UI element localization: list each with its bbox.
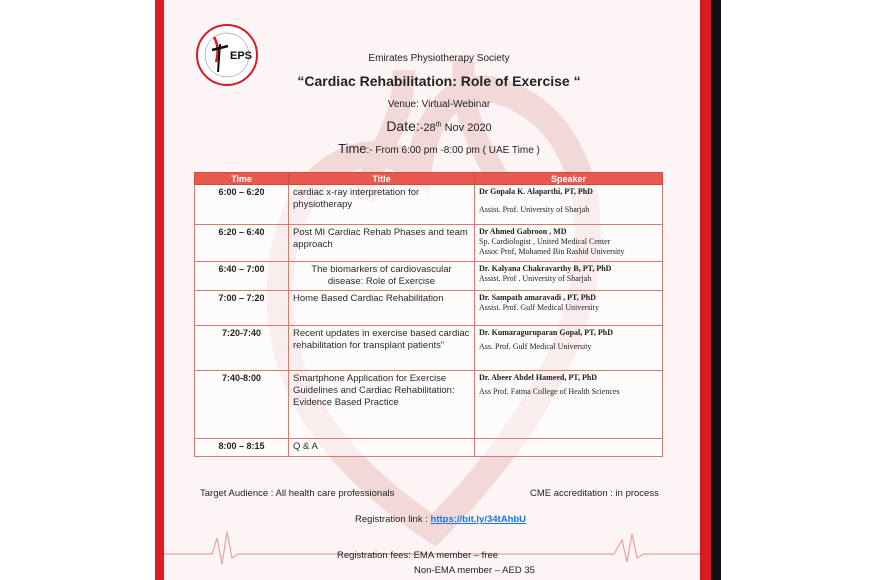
schedule-header-row — [195, 173, 663, 185]
session-time: 7:00 – 7:20 — [195, 291, 289, 326]
left-red-border — [155, 0, 164, 580]
session-title: Post MI Cardiac Rehab Phases and team approach — [289, 225, 475, 262]
right-black-border — [711, 0, 721, 580]
fees-ema: Registration fees: EMA member – free — [337, 550, 499, 561]
session-time: 7:20-7:40 — [195, 326, 289, 371]
table-row — [195, 291, 663, 326]
session-speaker: Dr Gopala K. Alaparthi, PT, PhD Assist. Prof. University of Sharjah — [475, 185, 663, 225]
session-time: 6:40 – 7:00 — [195, 262, 289, 291]
target-audience: Target Audience : All health care professionals — [200, 488, 395, 499]
right-red-border — [700, 0, 711, 580]
event-time: Time:- From 6:00 pm -8:00 pm ( UAE Time ) — [338, 141, 540, 156]
session-title: Q & A — [289, 439, 475, 457]
venue: Venue: Virtual-Webinar — [387, 99, 491, 110]
table-row — [195, 262, 663, 291]
session-title: cardiac x-ray interpretation for physiotherapy — [289, 185, 475, 225]
session-title: Home Based Cardiac Rehabilitation — [289, 291, 475, 326]
session-time: 7:40-8:00 — [195, 371, 289, 439]
session-title: Recent updates in exercise based cardiac rehabilitation for transplant patients” — [289, 326, 475, 371]
table-row — [195, 185, 663, 225]
session-speaker: Dr. Abeer Abdel Hameed, PT, PhD Ass Prof. Fatma College of Health Sciences — [475, 371, 663, 439]
header-speaker: Speaker — [475, 173, 663, 185]
table-row — [195, 371, 663, 439]
session-speaker: Dr. Kalyana Chakravarthy B, PT, PhD Assist. Prof . University of Sharjah — [475, 262, 663, 291]
cme-accreditation: CME accreditation : in process — [530, 488, 659, 499]
session-title: Smartphone Application for Exercise Guidelines and Cardiac Rehabilitation: Evidence Based Practice — [289, 371, 475, 439]
registration-label: Registration link : — [355, 514, 431, 525]
fees-non-ema: Non-EMA member – AED 35 — [414, 565, 535, 576]
session-time: 6:00 – 6:20 — [195, 185, 289, 225]
session-time: 8:00 – 8:15 — [195, 439, 289, 457]
poster — [164, 0, 700, 580]
header-title: Title — [289, 173, 475, 185]
registration-link[interactable]: https://bit.ly/34tAhbU — [430, 514, 527, 525]
table-row — [195, 439, 663, 457]
ecg-line-icon — [164, 528, 700, 568]
schedule-table — [194, 172, 663, 457]
session-time: 6:20 – 6:40 — [195, 225, 289, 262]
header-time: Time — [195, 173, 289, 185]
session-speaker: Dr. Sampath amaravadi , PT, PhD Assist. Prof. Gulf Medical University — [475, 291, 663, 326]
registration — [355, 514, 526, 525]
event-title: “Cardiac Rehabilitation: Role of Exercise “ — [297, 73, 581, 89]
session-speaker: Dr Ahmed Gabroon , MD Sp. Cardiologist , United Medical Center Assoc Prof, Mohamed Bin Rashid University — [475, 225, 663, 262]
event-date: Date:-28th Nov 2020 — [386, 118, 492, 134]
session-title: The biomarkers of cardiovascular disease: Role of Exercise — [289, 262, 475, 291]
session-speaker: Dr. Kumaraguruparan Gopal, PT, PhD Ass. Prof. Gulf Medical University — [475, 326, 663, 371]
svg-text:EPS: EPS — [230, 50, 253, 62]
session-speaker — [475, 439, 663, 457]
table-row — [195, 225, 663, 262]
table-row — [195, 326, 663, 371]
eps-logo — [194, 22, 260, 88]
society-name: Emirates Physiotherapy Society — [368, 53, 510, 64]
